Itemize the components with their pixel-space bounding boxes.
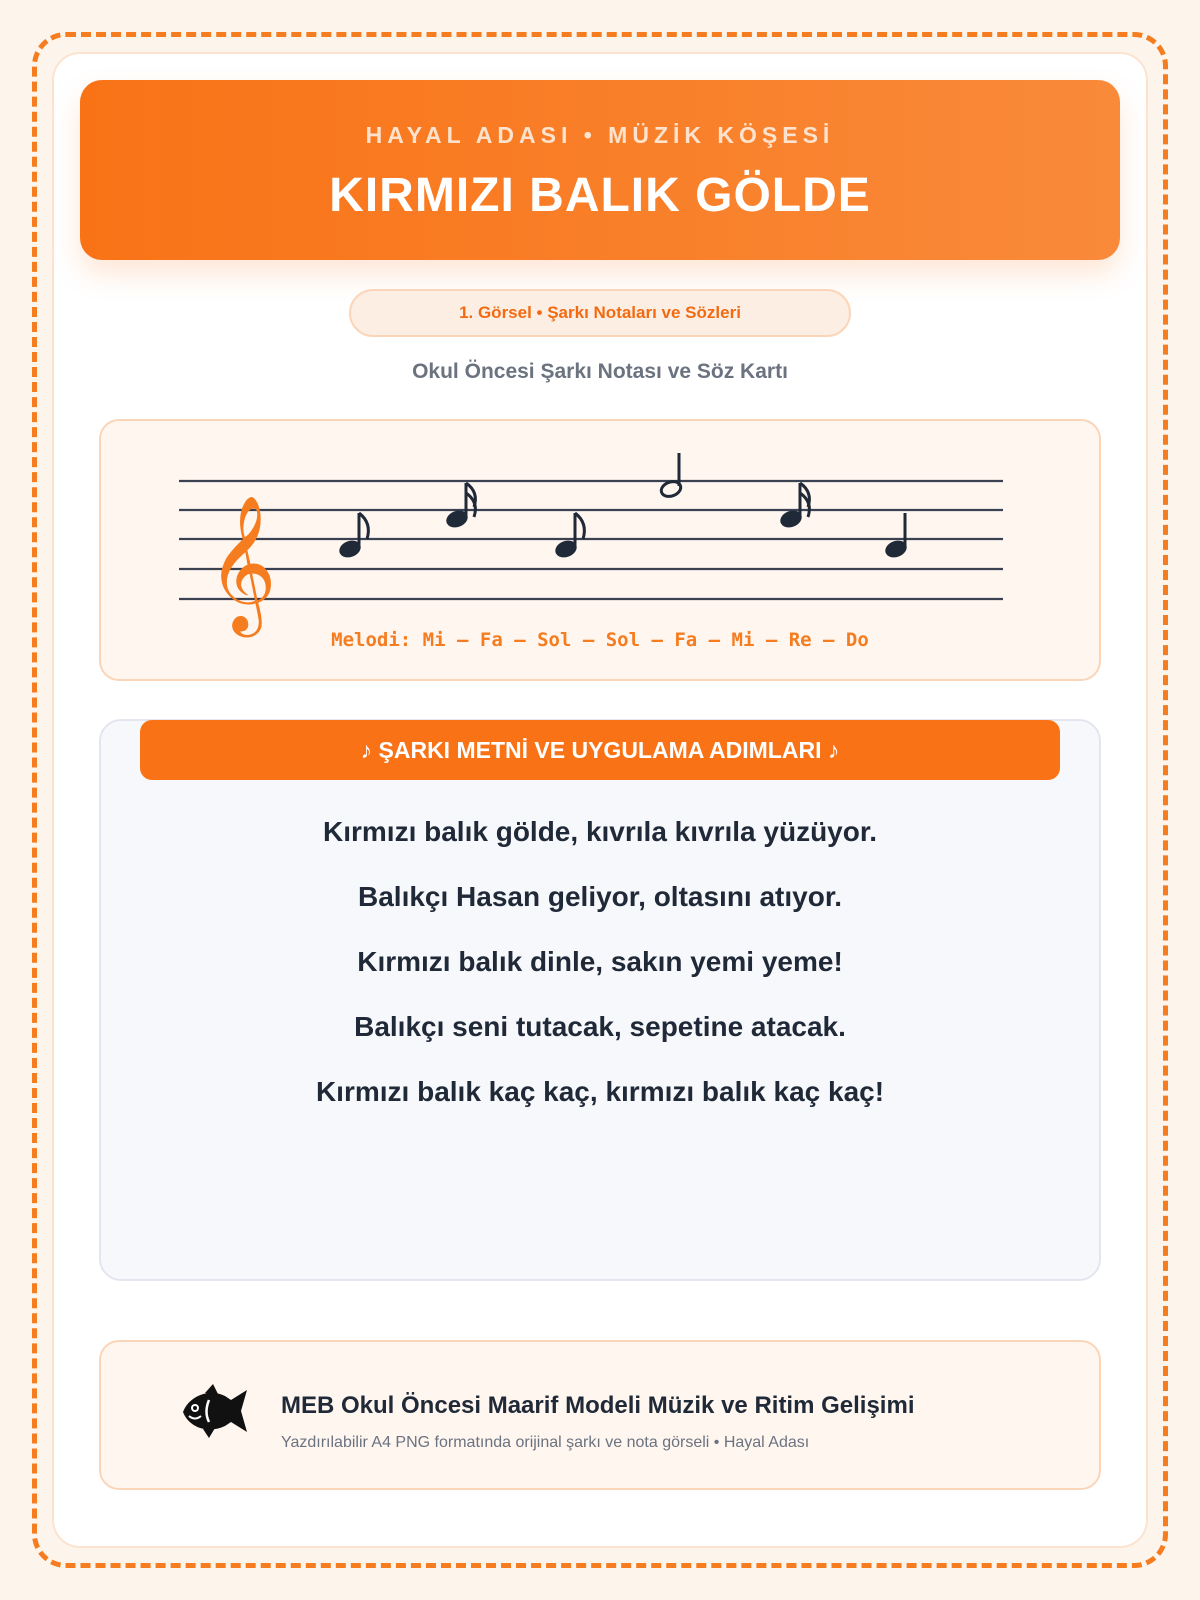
footer-title: MEB Okul Öncesi Maarif Modeli Müzik ve Ritim Gelişimi [281,1392,915,1419]
lyric-line-5: Kırmızı balık kaç kaç, kırmızı balık kaç kaç! [315,1076,885,1107]
lyric-line-1: Kırmızı balık gölde, kıvrıla kıvrıla yüzüyor. [323,816,877,847]
section-badge: 1. Görsel • Şarkı Notaları ve Sözleri [349,289,851,337]
header-kicker: HAYAL ADASI • MÜZİK KÖŞESİ [365,122,835,148]
note-sixteenth-1 [444,483,475,530]
lyrics-card [99,719,1101,1281]
lyric-line-4: Balıkçı seni tutacak, sepetine atacak. [354,1011,846,1042]
page-title: KIRMIZI BALIK GÖLDE [329,169,871,222]
note-quarter-1 [883,513,909,560]
footer-card [99,1340,1101,1490]
fish-icon [179,1384,251,1438]
staff-lines [179,481,1003,599]
lyric-line-3: Kırmızı balık dinle, sakın yemi yeme! [357,946,843,977]
note-eighth-2 [553,513,584,560]
header-banner [80,80,1120,260]
page-subtitle: Okul Öncesi Şarkı Notası ve Söz Kartı [412,360,788,383]
lyric-line-2: Balıkçı Hasan geliyor, oltasını atıyor. [358,881,842,912]
treble-clef-icon: 𝄞 [207,493,277,631]
note-half-1 [659,453,683,499]
note-eighth-1 [337,513,368,560]
music-staff-card [99,419,1101,681]
footer-subtitle: Yazdırılabilir A4 PNG formatında orijinal şarkı ve nota görseli • Hayal Adası [281,1434,810,1451]
lyrics-banner: ♪ ŞARKI METNİ VE UYGULAMA ADIMLARI ♪ [140,720,1060,780]
melody-text: Melodi: Mi – Fa – Sol – Sol – Fa – Mi – Re – Do [331,629,869,651]
note-sixteenth-2 [778,483,809,530]
